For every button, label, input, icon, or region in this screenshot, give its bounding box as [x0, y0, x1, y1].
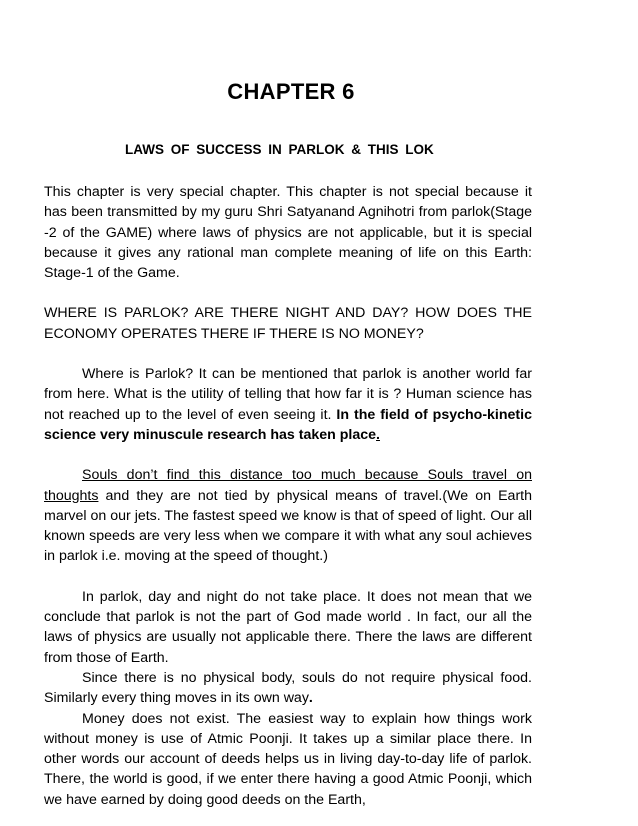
- bold-text-span: In the field of psycho-kinetic science very minuscule research has taken place: [44, 406, 532, 443]
- paragraph-gap: [44, 445, 532, 465]
- chapter-title: CHAPTER 6: [227, 79, 355, 104]
- paragraph-gap: [44, 567, 532, 587]
- text-span: Where is Parlok? It can be mentioned that parlok is another world far from here. What is the utility of telling that how far it is ? Human science has not reached up to the level of even seeing it.: [44, 366, 532, 423]
- paragraph-souls-travel: [44, 465, 532, 566]
- paragraph-physical-food: [44, 668, 532, 709]
- paragraph-money: Money does not exist. The easiest way to explain how things work without money is use of Atmic Poonji. It takes up a similar place there. In other words our account of deeds helps us in living day-to-day life of parlok. There, the world is good, if we enter there having a good Atmic Poonji, which we have earned by doing good deeds on the Earth,: [44, 710, 532, 808]
- text-span: and they are not tied by physical means of travel.(We on Earth marvel on our jets. The fastest speed we know is that of speed of light. Our all known speeds are very less when we compare it with what any soul achieves in parlok i.e. moving at the speed of thought.): [44, 487, 532, 565]
- chapter-subtitle: LAWS OF SUCCESS IN PARLOK & THIS LOK: [125, 142, 434, 157]
- paragraph-where-is-parlok: [44, 364, 532, 445]
- paragraph-intro: This chapter is very special chapter. This chapter is not special because it has been transmitted by my guru Shri Satyanand Agnihotri from parlok(Stage -2 of the GAME) where laws of physics are not applicable, but it is special because it gives any rational man complete meaning of life on this Earth: Stage-1 of the Game.: [44, 184, 532, 282]
- paragraph-gap: [44, 344, 532, 364]
- body-text: [44, 182, 532, 810]
- paragraph-day-night: In parlok, day and night do not take place. It does not mean that we conclude that parlok is not the part of God made world . In fact, our all the laws of physics are usually not applicable there. There the laws are different from those of Earth.: [44, 588, 532, 666]
- text-span: Since there is no physical body, souls do not require physical food. Similarly every thing moves in its own way: [44, 669, 532, 707]
- paragraph-gap: [44, 283, 532, 303]
- bold-period: .: [308, 690, 313, 707]
- underlined-text-span: Souls don’t find this distance too much because Souls travel on thoughts: [44, 467, 532, 504]
- underlined-period: .: [376, 426, 380, 443]
- paragraph-questions: WHERE IS PARLOK? ARE THERE NIGHT AND DAY? HOW DOES THE ECONOMY OPERATES THERE IF THERE IS NO MONEY?: [44, 305, 532, 342]
